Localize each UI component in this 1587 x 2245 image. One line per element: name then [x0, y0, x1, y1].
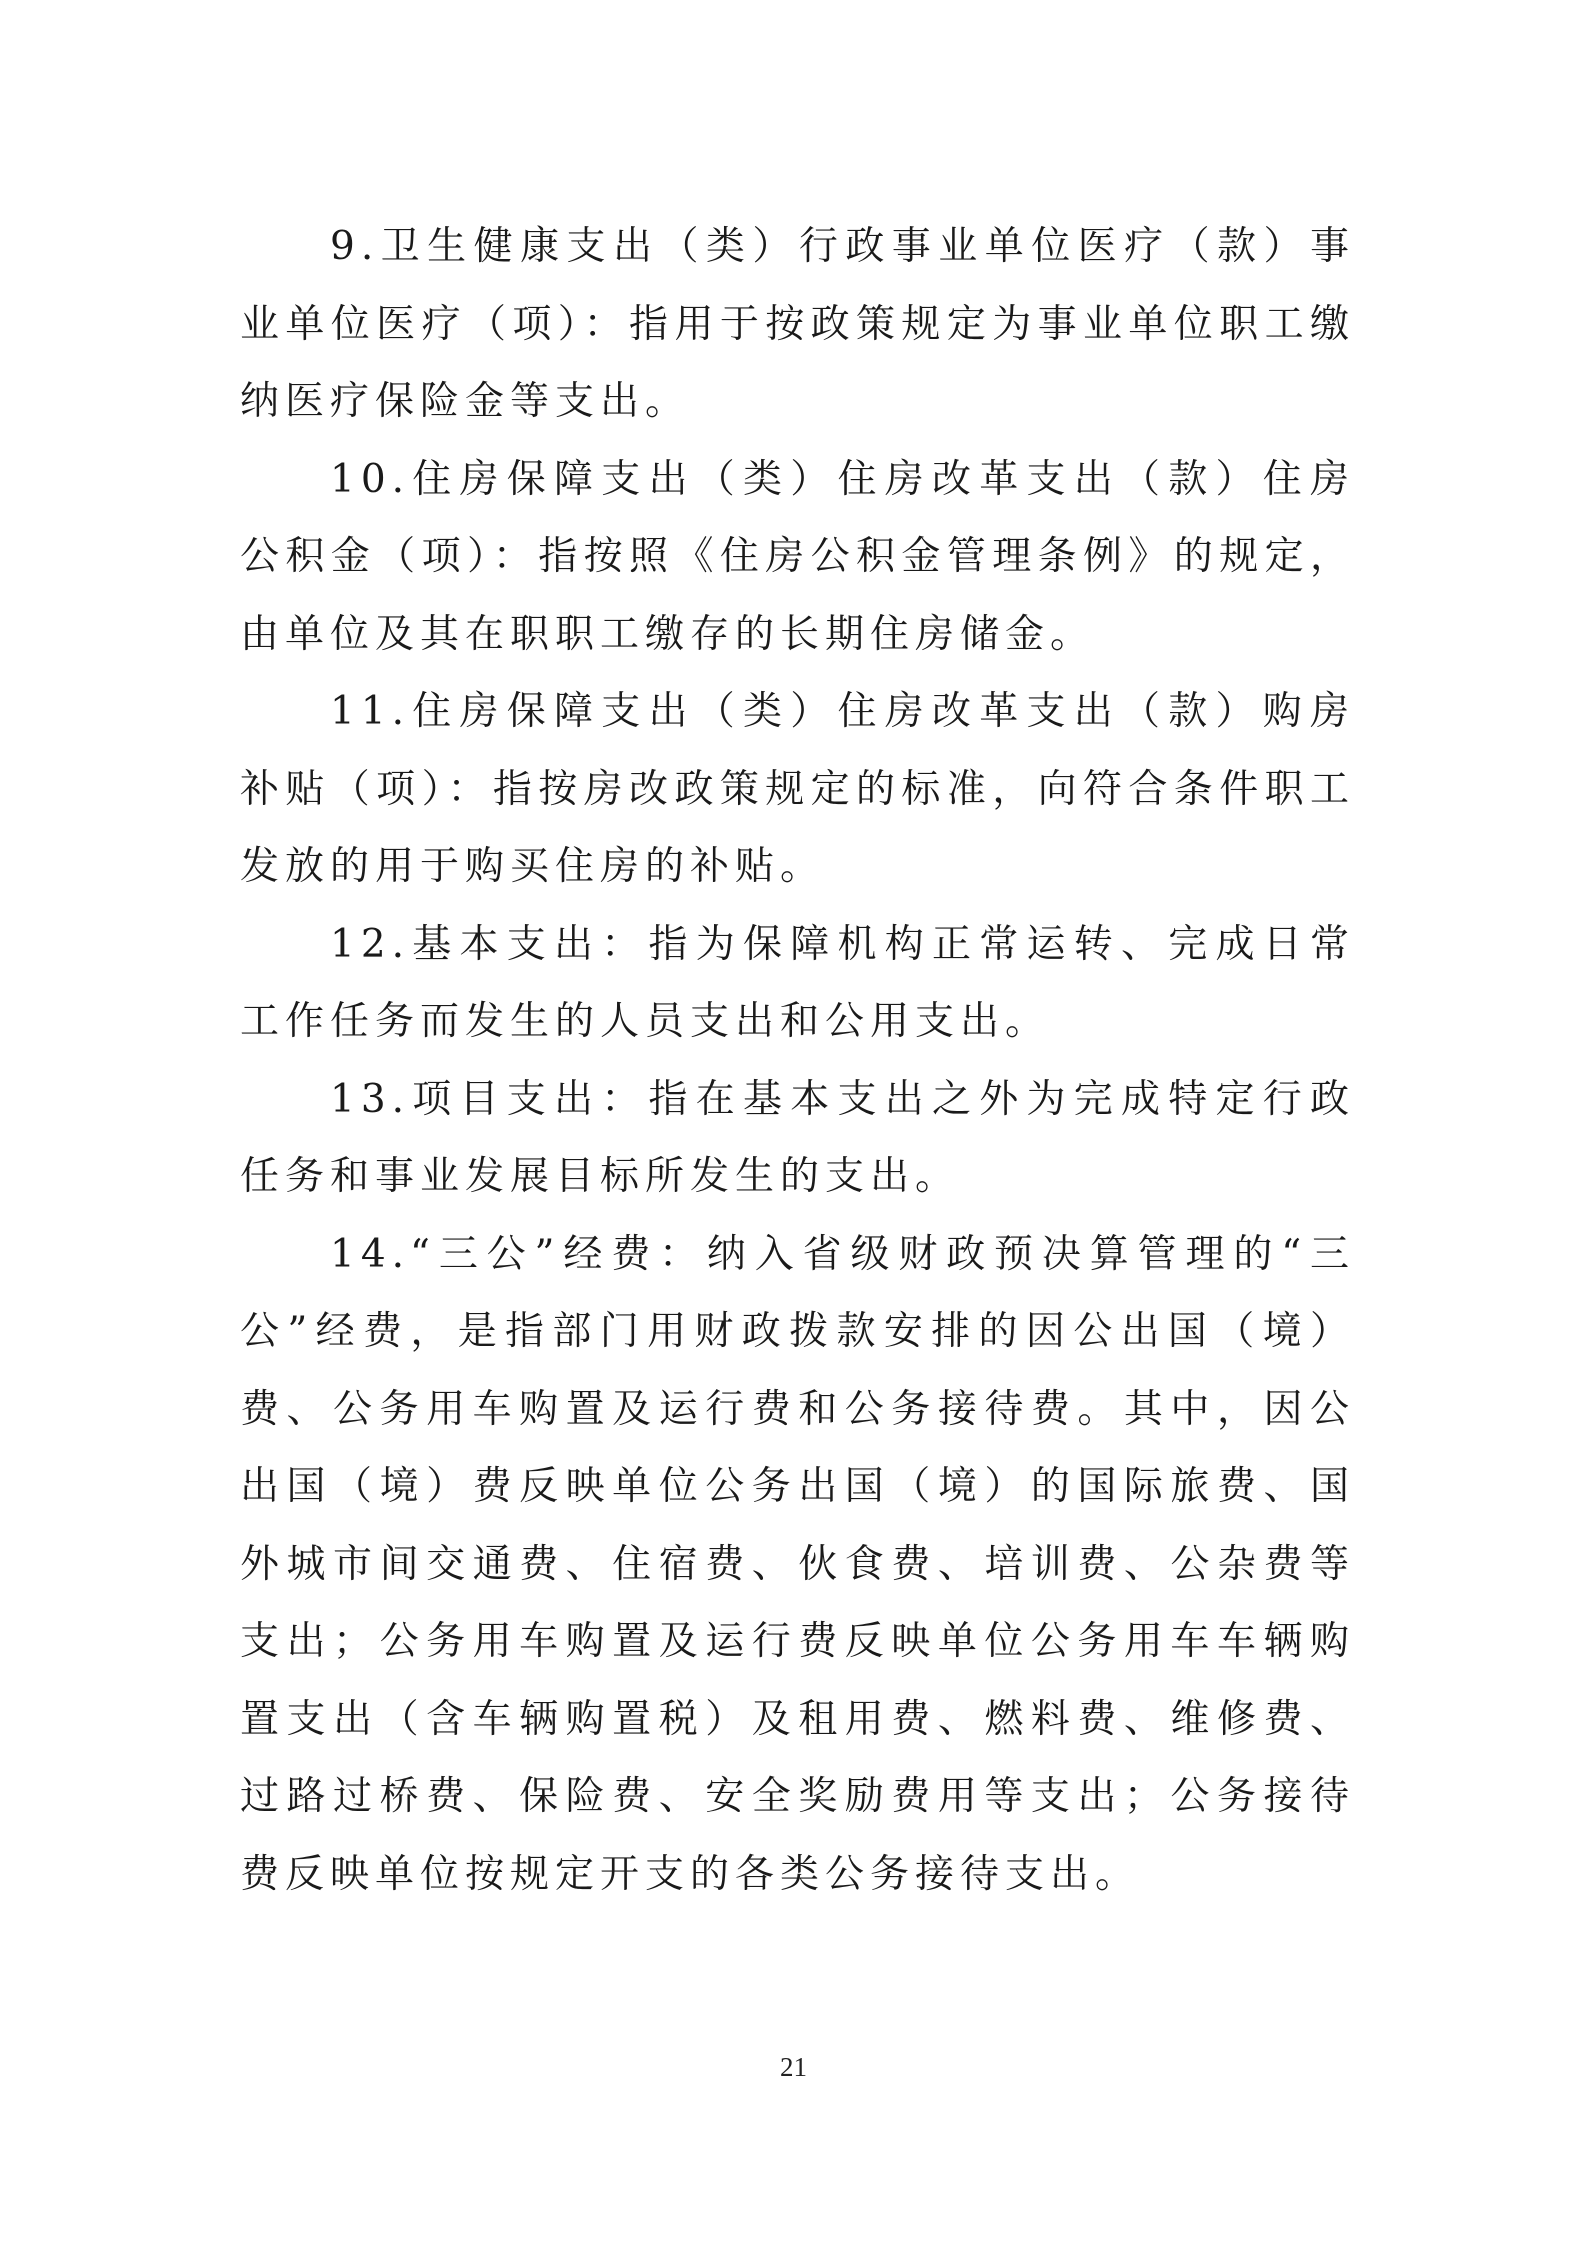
paragraph-item-11: 11.住房保障支出（类）住房改革支出（款）购房补贴（项）：指按房改政策规定的标准，向符合条件职工发放的用于购买住房的补贴。: [240, 689, 1355, 889]
document-body: [240, 208, 1355, 1913]
page-number: 21: [780, 2052, 807, 2082]
paragraph-item-14: 14.“三公”经费：纳入省级财政预决算管理的“三公”经费，是指部门用财政拨款安排的因公出国（境）费、公务用车购置及运行费和公务接待费。其中，因公出国（境）费反映单位公务出国（境）的国际旅费、国外城市间交通费、住宿费、伙食费、培训费、公杂费等支出；公务用车购置及运行费反映单位公务用车车辆购置支出（含车辆购置税）及租用费、燃料费、维修费、过路过桥费、保险费、安全奖励费用等支出；公务接待费反映单位按规定开支的各类公务接待支出。: [240, 1231, 1355, 1897]
paragraph-item-9: 9.卫生健康支出（类）行政事业单位医疗（款）事业单位医疗（项）：指用于按政策规定为事业单位职工缴纳医疗保险金等支出。: [240, 224, 1355, 424]
paragraph-item-10: 10.住房保障支出（类）住房改革支出（款）住房公积金（项）：指按照《住房公积金管理条例》的规定，由单位及其在职职工缴存的长期住房储金。: [240, 456, 1355, 657]
paragraph-item-13: 13.项目支出：指在基本支出之外为完成特定行政任务和事业发展目标所发生的支出。: [240, 1076, 1355, 1199]
paragraph-item-12: 12.基本支出：指为保障机构正常运转、完成日常工作任务而发生的人员支出和公用支出。: [240, 921, 1355, 1044]
